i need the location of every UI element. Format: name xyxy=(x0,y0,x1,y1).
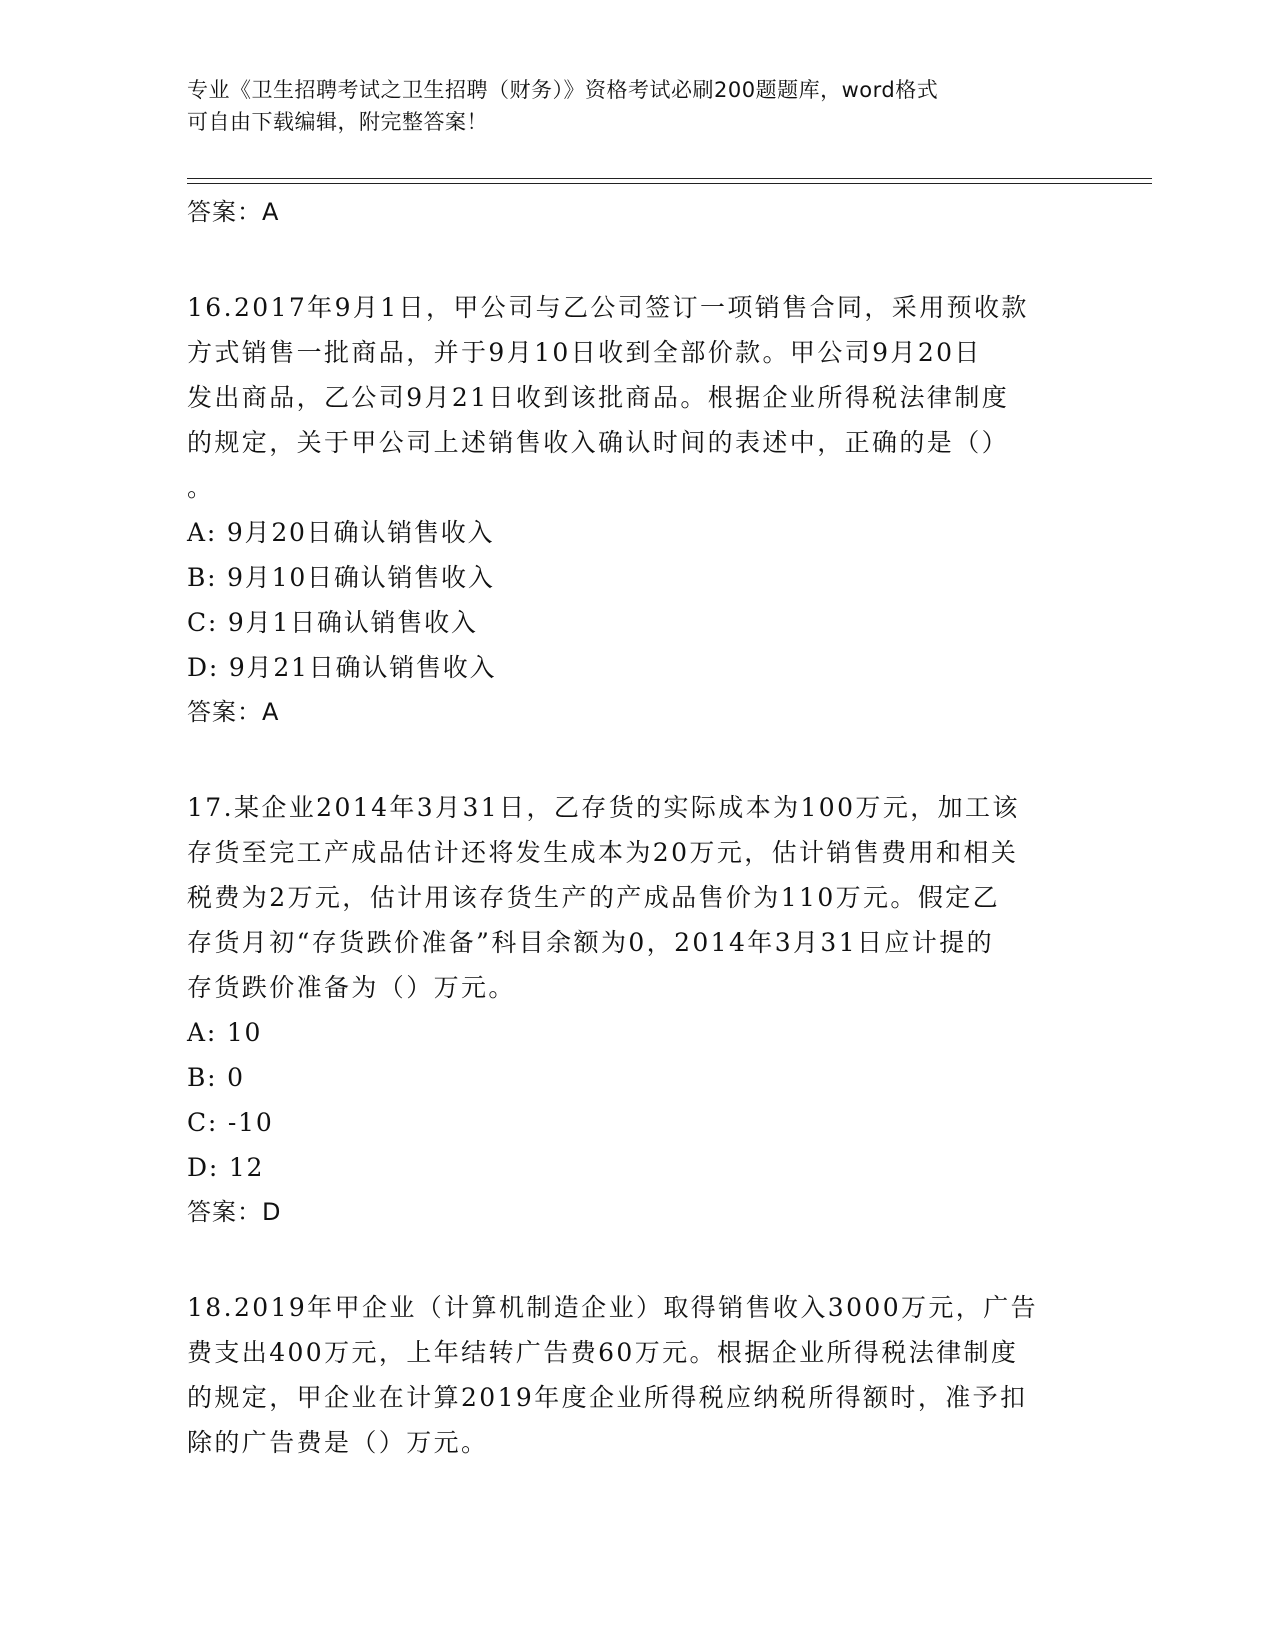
question-16-stem: 16.2017年9月1日，甲公司与乙公司签订一项销售合同，采用预收款 方式销售一批商品，并于9月10日收到全部价款。甲公司9月20日 发出商品，乙公司9月21日收到该批商品。根据企业所得税法律制度 的规定，关于甲公司上述销售收入确认时间的表述中，正确的是（） 。 xyxy=(187,293,1029,502)
header-divider xyxy=(187,178,1152,184)
header-line-2: 可自由下载编辑，附完整答案！ xyxy=(187,110,488,134)
question-17-option-d: D: 12 xyxy=(187,1153,265,1182)
question-17-option-b: B: 0 xyxy=(187,1063,245,1092)
question-content xyxy=(187,190,1087,1465)
question-16 xyxy=(187,285,1087,735)
question-16-option-d: D: 9月21日确认销售收入 xyxy=(187,653,497,682)
header-line-1: 专业《卫生招聘考试之卫生招聘（财务）》资格考试必刷200题题库，word格式 xyxy=(187,78,939,102)
spacer xyxy=(187,1235,1087,1285)
previous-answer: 答案：A xyxy=(187,198,280,226)
question-16-answer: 答案：A xyxy=(187,698,280,726)
question-17-option-c: C: -10 xyxy=(187,1108,274,1137)
page-header xyxy=(187,74,1067,138)
question-17-answer: 答案：D xyxy=(187,1198,282,1226)
question-17-stem: 17.某企业2014年3月31日，乙存货的实际成本为100万元，加工该 存货至完工产成品估计还将发生成本为20万元，估计销售费用和相关 税费为2万元，估计用该存货生产的产成品售价为110万元。假定乙 存货月初“存货跌价准备”科目余额为0，2014年3月31日应计提的 存货跌价准备为（）万元。 xyxy=(187,793,1020,1002)
question-16-option-b: B: 9月10日确认销售收入 xyxy=(187,563,495,592)
question-18 xyxy=(187,1285,1087,1465)
question-16-option-c: C: 9月1日确认销售收入 xyxy=(187,608,478,637)
spacer xyxy=(187,235,1087,285)
question-17-option-a: A: 10 xyxy=(187,1018,263,1047)
question-18-stem: 18.2019年甲企业（计算机制造企业）取得销售收入3000万元，广告 费支出400万元，上年结转广告费60万元。根据企业所得税法律制度 的规定，甲企业在计算2019年度企业所得税应纳税所得额时，准予扣 除的广告费是（）万元。 xyxy=(187,1293,1039,1457)
question-16-option-a: A: 9月20日确认销售收入 xyxy=(187,518,495,547)
question-17 xyxy=(187,785,1087,1235)
spacer xyxy=(187,735,1087,785)
